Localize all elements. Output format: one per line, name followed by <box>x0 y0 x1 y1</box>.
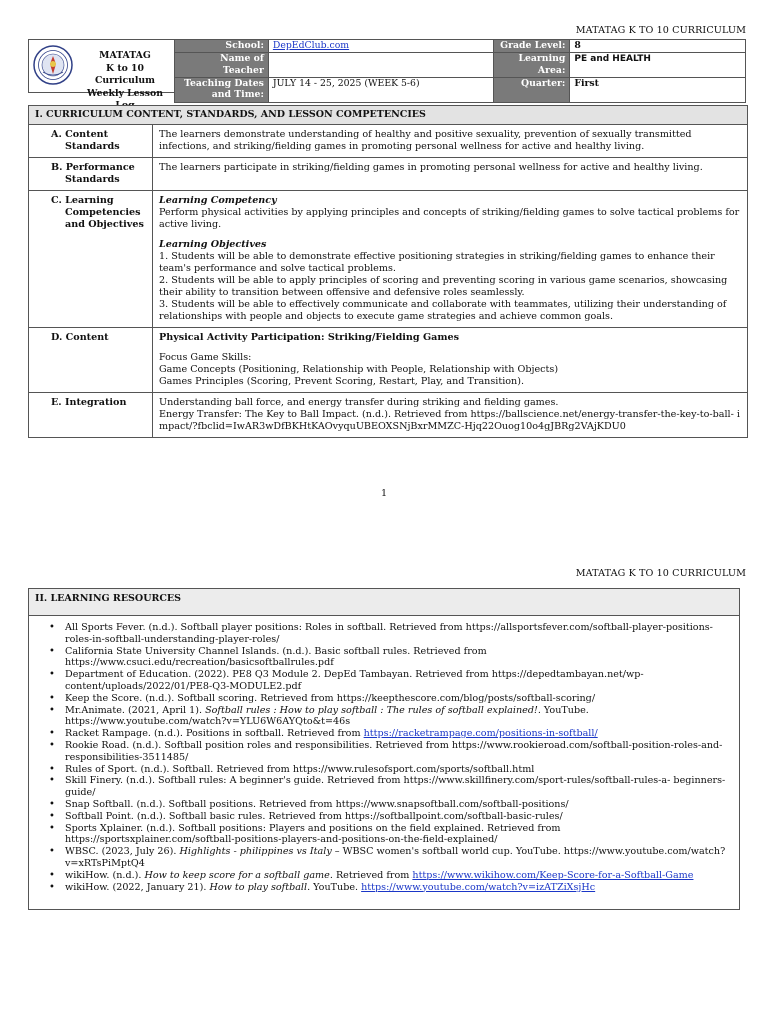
reference-item <box>65 882 729 894</box>
competency-heading: Learning Competency <box>159 194 277 206</box>
reference-link[interactable]: https://www.youtube.com/watch?v=izATZiXsjHc <box>361 881 596 893</box>
reference-item <box>65 811 729 823</box>
reference-item <box>65 870 729 882</box>
page-number: 1 <box>380 488 388 499</box>
performance-standards-row <box>29 158 747 191</box>
competencies-row <box>29 191 747 328</box>
reference-text: Sports Xplainer. (n.d.). Softball positions: Players and positions on the field explained. Retrieved from https://sportsxplainer.com/softball-positions-players-and-positions-on-the-field-explained/ <box>65 822 561 846</box>
reference-text: wikiHow. (2022, January 21). <box>65 881 210 893</box>
reference-text: Skill Finery. (n.d.). Softball rules: A beginner's guide. Retrieved from https://www.skillfinery.com/sport-rules/softball-rules-a- beginners-guide/ <box>65 775 726 799</box>
running-header: MATATAG K TO 10 CURRICULUM <box>575 25 746 36</box>
logo-title <box>77 50 173 113</box>
reference-text: Rules of Sport. (n.d.). Softball. Retrieved from https://www.rulesofsport.com/sports/softball.html <box>65 763 535 775</box>
content-row <box>29 328 747 393</box>
reference-link[interactable]: https://www.wikihow.com/Keep-Score-for-a-Softball-Game <box>412 869 694 881</box>
reference-text: Softball Point. (n.d.). Softball basic rules. Retrieved from https://softballpoint.com/softball-basic-rules/ <box>65 810 563 822</box>
quarter-value: First <box>570 78 746 103</box>
reference-item <box>65 846 729 870</box>
info-table <box>174 39 746 103</box>
logo-cell <box>28 39 176 99</box>
game-concepts: Game Concepts (Positioning, Relationship with People, Relationship with Objects) <box>159 363 559 375</box>
quarter-label: Quarter: <box>494 78 570 103</box>
lesson-log-header <box>28 39 746 100</box>
integration-label: E. Integration <box>51 396 127 408</box>
section-2-title: II. LEARNING RESOURCES <box>29 589 739 616</box>
reference-item <box>65 693 729 705</box>
school-label: School: <box>175 40 269 53</box>
content-standards-label: A. Content Standards <box>51 128 120 152</box>
reference-text: Snap Softball. (n.d.). Softball positions. Retrieved from https://www.snapsoftball.com/softball-positions/ <box>65 798 569 810</box>
reference-title: How to play softball. <box>209 881 311 893</box>
reference-text: California State University Channel Islands. (n.d.). Basic softball rules. Retrieved from https://www.csuci.edu/recreation/basicsoftballrules.pdf <box>65 645 487 669</box>
reference-item <box>65 740 729 764</box>
content-label: D. Content <box>51 331 109 343</box>
dates-value: JULY 14 - 25, 2025 (WEEK 5-6) <box>268 78 494 103</box>
reference-text: All Sports Fever. (n.d.). Softball player positions: Roles in softball. Retrieved from https://allsportsfever.com/softball-player-positions- roles-in-softball-understanding-player-roles/ <box>65 622 713 645</box>
section-1-title: I. CURRICULUM CONTENT, STANDARDS, AND LESSON COMPETENCIES <box>29 106 747 125</box>
reference-text: Department of Education. (2022). PE8 Q3 Module 2. DepEd Tambayan. Retrieved from https://depedtambayan.net/wp-content/uploads/2022/01/PE8-Q3-MODULE2.pdf <box>65 669 644 692</box>
reference-item <box>65 622 729 646</box>
reference-text: Keep the Score. (n.d.). Softball scoring. Retrieved from https://keepthescore.com/blog/posts/softball-scoring/ <box>65 692 596 704</box>
reference-title: Softball rules : How to play softball : The rules of softball explained! <box>205 704 538 716</box>
logo-line-3: Weekly Lesson <box>86 87 163 99</box>
reference-text: Mr.Animate. (2021, April 1). <box>65 704 206 716</box>
dates-label: Teaching Dates and Time: <box>175 78 269 103</box>
reference-item <box>65 799 729 811</box>
content-heading: Physical Activity Participation: Striking/Fielding Games <box>159 331 460 343</box>
objective-1: 1. Students will be able to demonstrate effective positioning strategies in striking/fielding games to enhance their team's performance and solve tactical problems. <box>159 250 715 274</box>
competency-text: Perform physical activities by applying principles and concepts of striking/fielding games to solve tactical problems for active living. <box>159 206 740 230</box>
reference-item <box>65 728 729 740</box>
objective-3: 3. Students will be able to effectively communicate and collaborate with teammates, utilizing their understanding of relationships with people and objects to execute game strategies and achieve common goals. <box>159 298 727 322</box>
content-standards-text: The learners demonstrate understanding of healthy and positive sexuality, prevention of sexually transmitted infections, and striking/fielding games in promoting personal wellness for active and healthy living. <box>159 128 692 152</box>
reference-text: . YouTube. https://www.youtube.com/watch?v=YLU6W6AYQto&t=46s <box>65 704 589 728</box>
references-list <box>29 616 739 893</box>
reference-text: Racket Rampage. (n.d.). Positions in softball. Retrieved from <box>65 728 364 740</box>
area-label: Learning Area: <box>494 53 570 78</box>
logo-line-2: K to 10 Curriculum <box>94 62 156 87</box>
objective-2: 2. Students will be able to apply principles of scoring and preventing scoring in various game scenarios, showcasing their ability to transition between offensive and defensive roles seamlessly. <box>159 274 728 298</box>
objectives-heading: Learning Objectives <box>159 238 267 250</box>
reference-text: wikiHow. (n.d.). <box>65 869 145 881</box>
reference-title: How to keep score for a softball game. <box>144 869 333 881</box>
reference-item <box>65 764 729 776</box>
reference-text: WBSC. (2023, July 26). <box>65 846 180 858</box>
integration-row <box>29 393 747 437</box>
reference-text: – WBSC women's softball world cup. YouTube. https://www.youtube.com/watch?v=xRTsPiMptQ4 <box>65 846 726 869</box>
game-principles: Games Principles (Scoring, Prevent Scoring, Restart, Play, and Transition). <box>159 375 525 387</box>
learning-resources-section <box>28 588 740 910</box>
grade-label: Grade Level: <box>494 40 570 53</box>
area-value: PE and HEALTH <box>570 53 746 78</box>
reference-title: Highlights - philippines vs Italy <box>179 846 332 858</box>
reference-item <box>65 669 729 693</box>
focus-skills: Focus Game Skills: <box>159 351 252 363</box>
reference-item <box>65 823 729 847</box>
grade-value: 8 <box>570 40 746 53</box>
reference-item <box>65 705 729 729</box>
reference-text: Retrieved from <box>332 869 413 881</box>
running-header-2: MATATAG K TO 10 CURRICULUM <box>575 568 746 579</box>
reference-text: YouTube. <box>310 881 362 893</box>
teacher-value <box>268 53 494 78</box>
competencies-label: C. Learning Competencies and Objectives <box>51 194 144 230</box>
performance-standards-text: The learners participate in striking/fielding games in promoting personal wellness for active and healthy living. <box>159 161 703 173</box>
reference-text: Rookie Road. (n.d.). Softball position roles and responsibilities. Retrieved from https://www.rookieroad.com/softball-position-roles-and-responsibilities-3511485/ <box>65 739 723 763</box>
content-standards-row <box>29 125 747 158</box>
reference-item <box>65 775 729 799</box>
logo-line-1: MATATAG <box>99 50 151 61</box>
integration-line-2: Energy Transfer: The Key to Ball Impact. (n.d.). Retrieved from https://ballscience.net/energy-transfer-the-key-to-ball- impact/?fbclid=IwAR3wDfBKHtKAOvyquUBEOXSNjBxrMMZC-Hjq22Ouog10o4gJBRg2VAjKDU0 <box>159 408 740 432</box>
school-link[interactable]: DepEdClub.com <box>272 40 350 51</box>
teacher-label: Name of Teacher <box>175 53 269 78</box>
deped-seal-icon <box>33 45 73 85</box>
performance-standards-label: B. Performance Standards <box>51 161 135 185</box>
integration-line-1: Understanding ball force, and energy transfer during striking and fielding games. <box>159 396 559 408</box>
reference-link[interactable]: https://racketrampage.com/positions-in-softball/ <box>363 728 598 740</box>
reference-item <box>65 646 729 670</box>
curriculum-section <box>28 105 748 438</box>
